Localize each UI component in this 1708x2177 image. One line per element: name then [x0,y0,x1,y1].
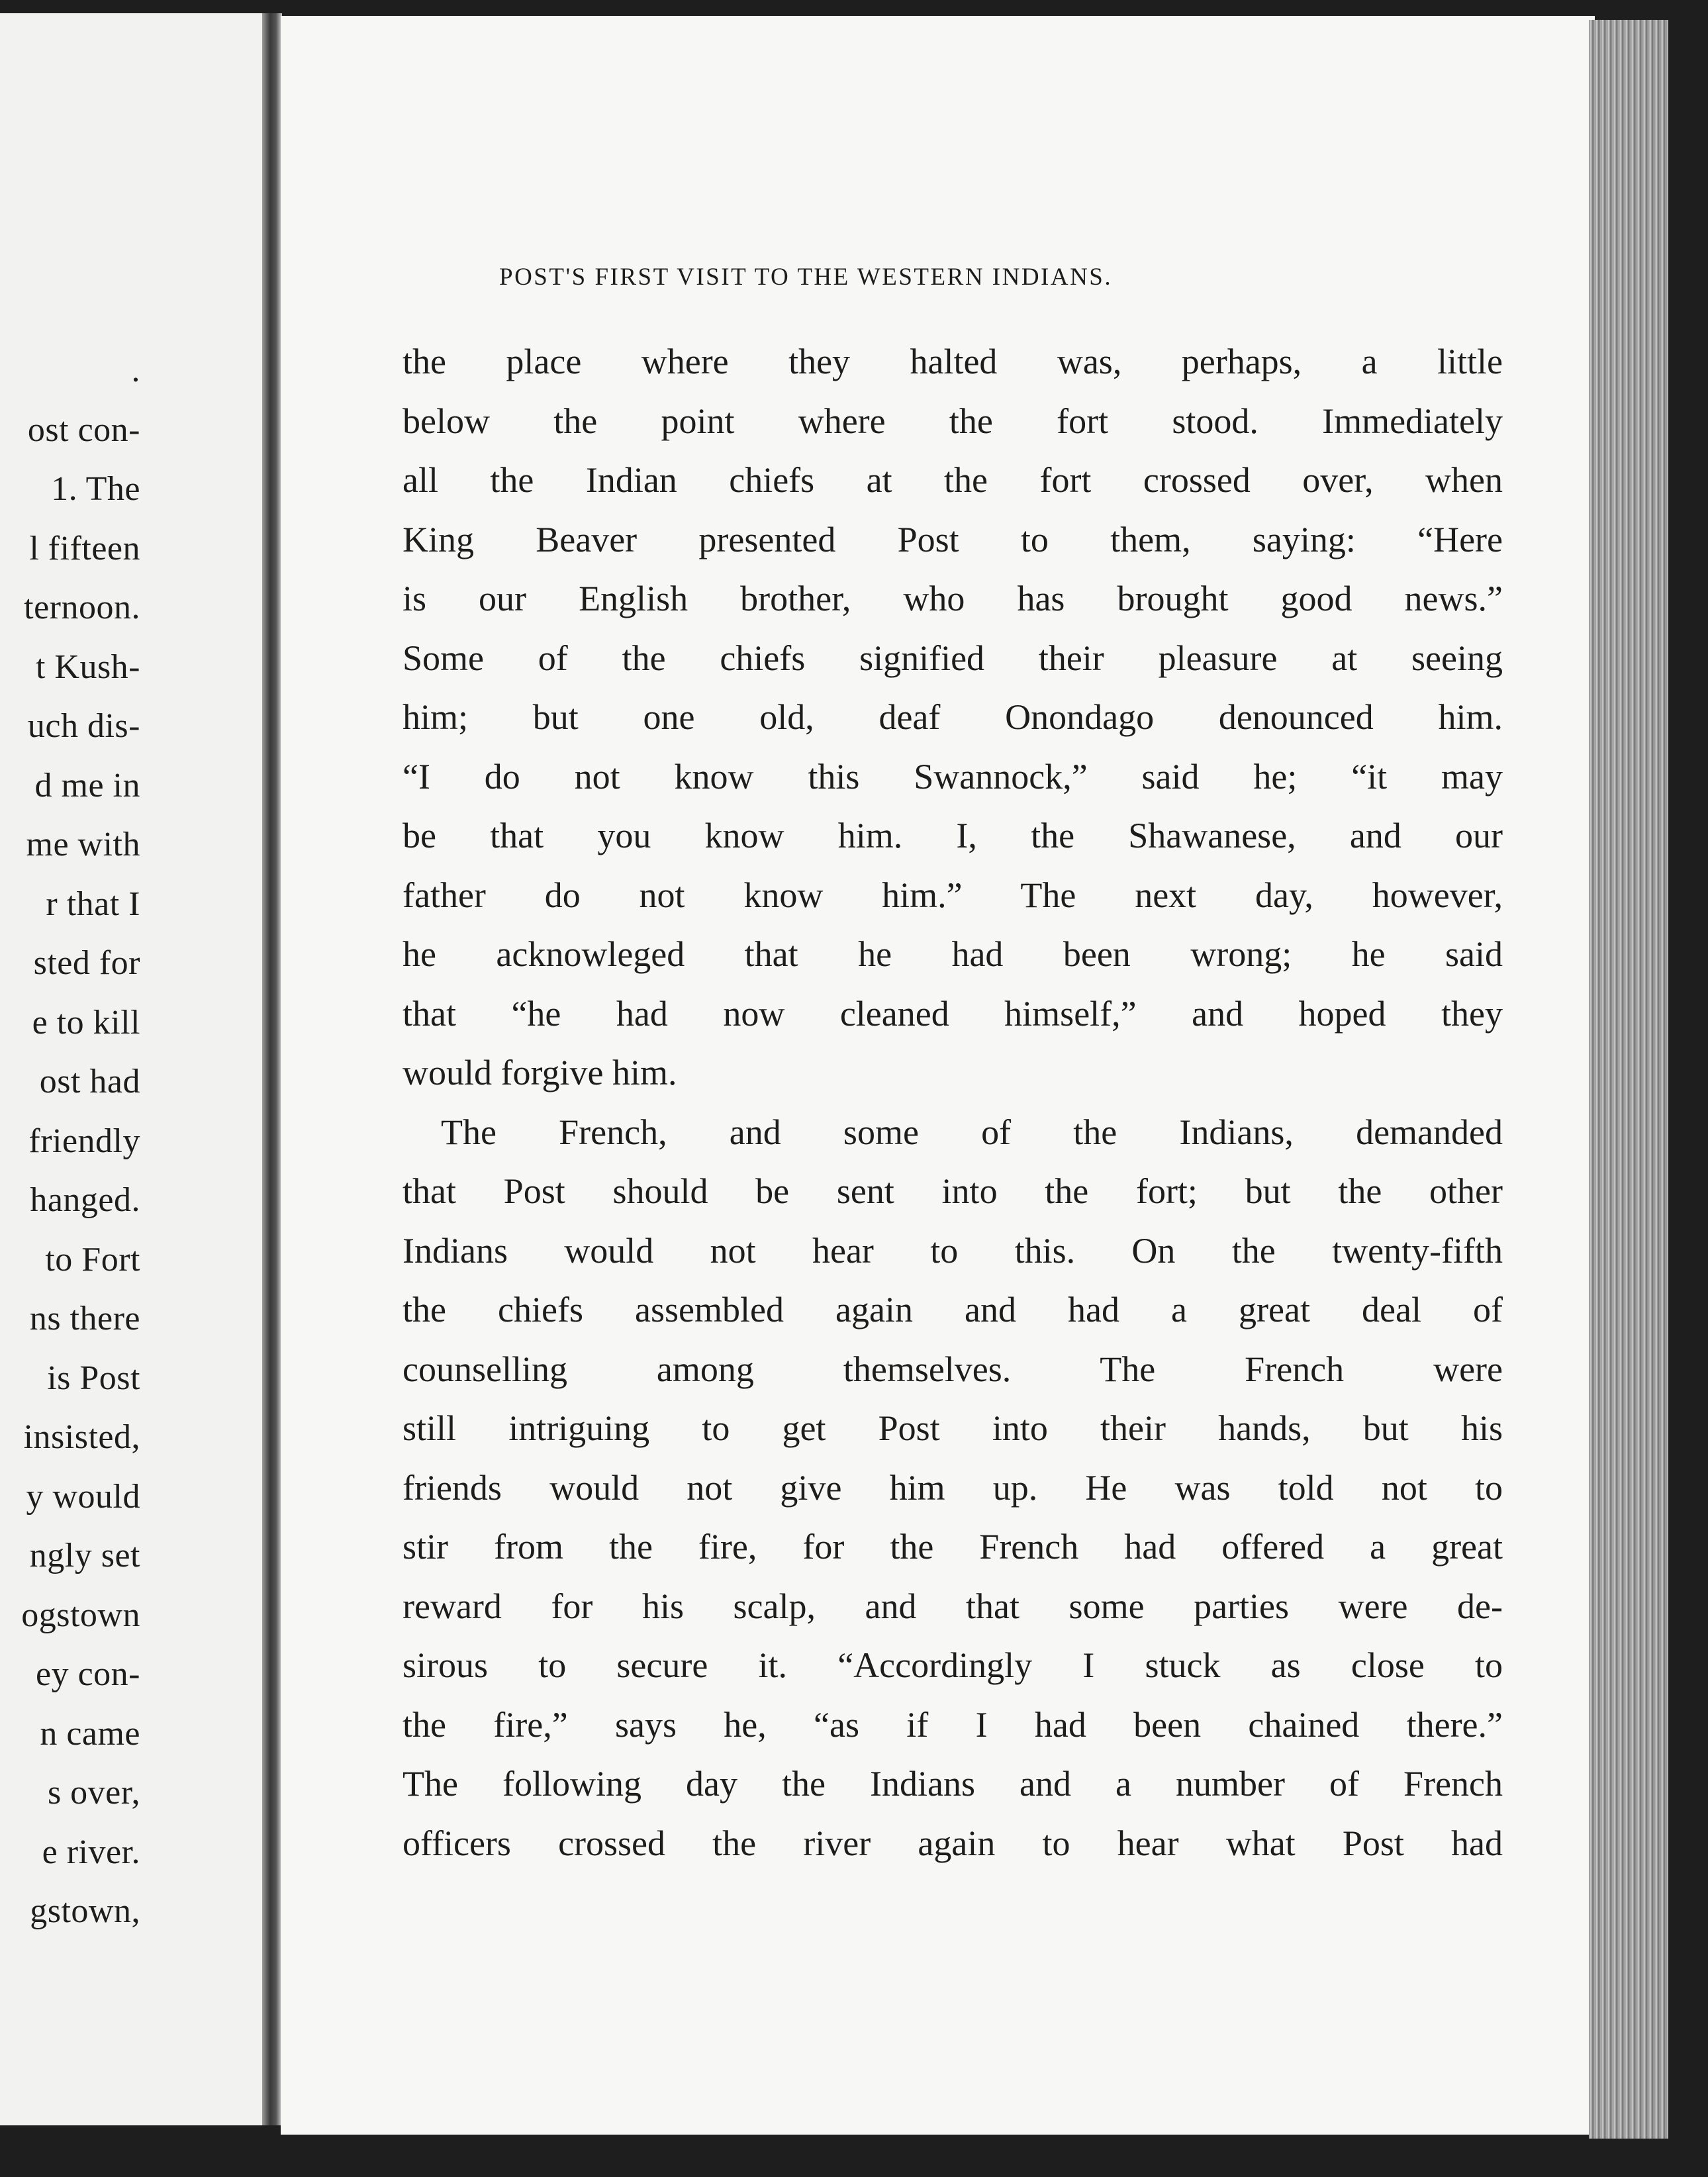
left-line: ost con- [27,411,140,449]
left-line: is Post [47,1359,140,1397]
page-edge [1589,20,1668,2139]
left-line: ogstown [21,1596,140,1634]
text-line: him; but one old, deaf Onondago denounced him. [403,697,1503,737]
text-line: The following day the Indians and a number of French [403,1764,1503,1804]
text-line: the chiefs assembled again and had a great deal of [403,1290,1503,1330]
left-line: me with [26,826,140,863]
text-line: stir from the fire, for the French had offered a great [403,1527,1503,1567]
left-line: y would [26,1477,140,1516]
left-line: ngly set [29,1537,140,1574]
text-line: Some of the chiefs signified their pleasure at seeing [403,638,1503,678]
text-line: be that you know him. I, the Shawanese, and our [403,816,1503,855]
right-page [281,16,1595,2135]
left-line: insisted, [23,1418,140,1456]
text-line: sirous to secure it. “Accordingly I stuck as close to [403,1645,1503,1685]
left-line: hanged. [30,1181,140,1219]
left-line: friendly [28,1122,140,1160]
text-line: is our English brother, who has brought good news.” [403,579,1503,618]
text-line: father do not know him.” The next day, however, [403,875,1503,915]
text-line: the place where they halted was, perhaps, a little [403,342,1503,381]
body-text [403,332,1503,1873]
left-line: ns there [29,1300,140,1337]
text-line: would forgive him. [403,1053,677,1092]
left-line: ternoon. [24,589,140,626]
left-line: n came [40,1714,140,1753]
left-line: ey con- [36,1655,140,1693]
left-page [0,13,265,2125]
text-line: Indians would not hear to this. On the twenty-fifth [403,1230,1503,1271]
text-line: that “he had now cleaned himself,” and hoped they [403,993,1503,1034]
left-line: uch dis- [27,707,140,745]
text-line: King Beaver presented Post to them, saying: “Here [403,519,1503,559]
left-line: 1. The [51,470,140,508]
left-line: e to kill [32,1003,140,1041]
left-line: s over, [47,1774,140,1812]
left-line: gstown, [30,1892,140,1930]
left-line: l fifteen [29,529,140,567]
running-head-title: POST'S FIRST VISIT TO THE WESTERN INDIANS. [499,264,1113,291]
left-line: e river. [42,1833,140,1871]
text-line: friends would not give him up. He was told not to [403,1467,1503,1508]
text-line: all the Indian chiefs at the fort crossed over, when [403,460,1503,500]
text-line: he acknowleged that he had been wrong; he said [403,934,1503,974]
left-page-text [0,341,140,1941]
left-line: ost had [39,1063,140,1100]
text-line: The French, and some of the Indians, demanded [441,1112,1503,1152]
text-line: reward for his scalp, and that some parties were de- [403,1586,1503,1626]
left-line: to Fort [45,1240,140,1279]
text-line: below the point where the fort stood. Immediately [403,401,1503,441]
text-line: “I do not know this Swannock,” said he; “it may [403,756,1503,797]
text-line: still intriguing to get Post into their hands, but his [403,1408,1503,1448]
text-line: the fire,” says he, “as if I had been chained there.” [403,1704,1503,1745]
left-line: sted for [33,944,140,982]
left-line: t Kush- [35,648,140,686]
left-line: r that I [46,885,140,923]
book-gutter [262,13,282,2125]
left-line: d me in [34,766,140,804]
left-line: . [131,352,140,389]
text-line: that Post should be sent into the fort; but the other [403,1171,1503,1211]
text-line: counselling among themselves. The French were [403,1349,1503,1389]
text-line: officers crossed the river again to hear what Post had [403,1823,1503,1863]
